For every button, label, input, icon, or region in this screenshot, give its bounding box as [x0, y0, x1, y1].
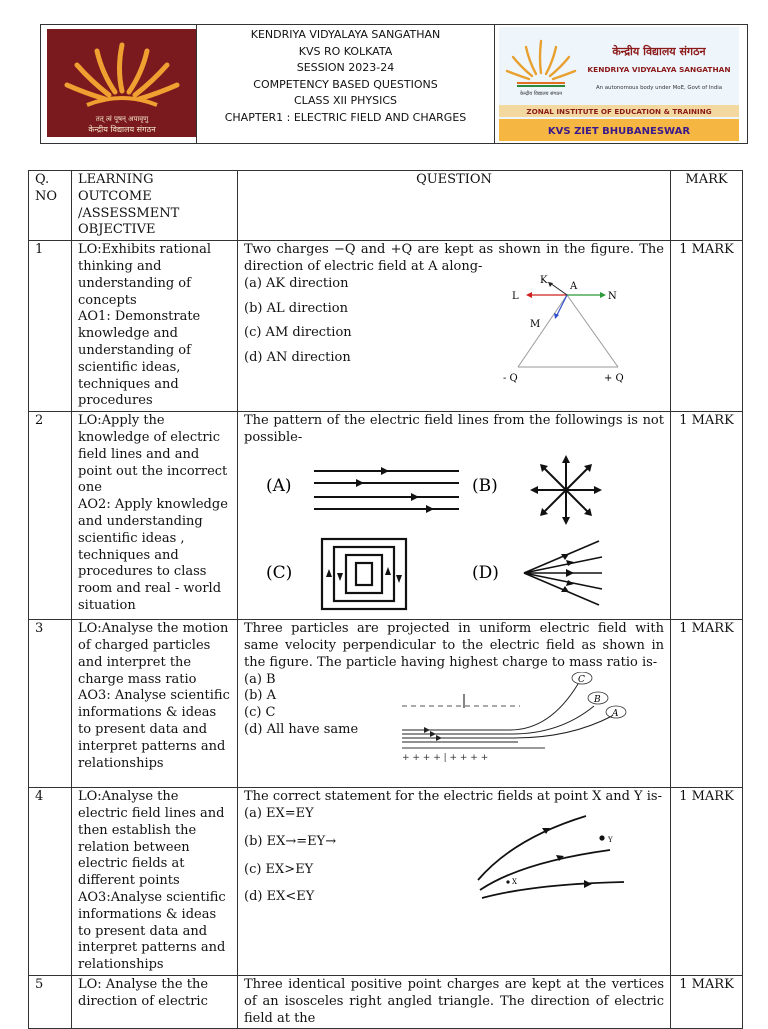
- logo-english-title: KENDRIYA VIDYALAYA SANGATHAN: [587, 65, 731, 74]
- logo-motto: तत् त्वं पूषन् अपावृणु: [95, 115, 149, 123]
- label-d: (D): [472, 562, 499, 583]
- header-divider: [494, 25, 495, 143]
- option: (d) AN direction: [244, 350, 351, 366]
- header-mark: MARK: [671, 171, 743, 241]
- label-a: A: [612, 709, 619, 720]
- label-b: (B): [472, 475, 498, 496]
- question-cell: [238, 412, 671, 620]
- header-line: COMPETENCY BASED QUESTIONS: [253, 77, 438, 91]
- label-a: (A): [266, 475, 292, 496]
- mark-cell: 1 MARK: [671, 620, 743, 788]
- learning-outcome-cell: [72, 412, 238, 620]
- table-row: [29, 620, 743, 788]
- header-line: CLASS XII PHYSICS: [293, 94, 398, 107]
- question-number: 3: [29, 620, 72, 788]
- learning-outcome-cell: [72, 975, 238, 1028]
- header-title-block: [197, 27, 494, 126]
- mark-cell: 1 MARK: [671, 241, 743, 412]
- option: (b) AL direction: [244, 300, 348, 316]
- option: (a) B: [244, 671, 276, 687]
- header-line: KVS RO KOLKATA: [298, 44, 393, 58]
- label-pos-q: + Q: [604, 373, 624, 385]
- logo-hindi-title: केन्द्रीय विद्यालय संगठन: [612, 45, 706, 58]
- label-neg-q: - Q: [503, 373, 518, 385]
- option: (a) EX=EY: [244, 805, 314, 821]
- logo-name-hindi: केन्द्रीय विद्यालय संगठन: [88, 125, 156, 134]
- logo-ziet: KVS ZIET BHUBANESWAR: [547, 126, 691, 137]
- label-c: (C): [266, 562, 293, 583]
- learning-outcome: LO:Exhibits rational thinking and understanding of concepts: [78, 242, 211, 308]
- table-row: [29, 975, 743, 1028]
- question-cell: [238, 620, 671, 788]
- question-text: The pattern of the electric field lines from the followings is not possible-: [244, 413, 664, 445]
- option: (c) EX>EY: [244, 861, 314, 877]
- label-m: M: [530, 319, 541, 331]
- assessment-objective: AO3:Analyse scientific informations & ideas to present data and interpret patterns and relationships: [78, 889, 226, 973]
- header-qno: Q. NO: [29, 171, 72, 241]
- question-text: Three identical positive point charges are kept at the vertices of an isosceles right angled triangle. The direction of electric field at the: [244, 976, 664, 1026]
- svg-text:+ + + + | + + + +: + + + + | + + + +: [402, 753, 489, 764]
- question-number: 1: [29, 241, 72, 412]
- logo-small-hindi: केन्द्रीय विद्यालय संगठन: [519, 91, 563, 97]
- option: (a) AK direction: [244, 275, 349, 291]
- assessment-objective: AO3: Analyse scientific informations & ideas to present data and interpret patterns and relationships: [78, 688, 230, 771]
- label-x: X: [512, 878, 517, 887]
- header-lo: LEARNING OUTCOME /ASSESSMENT OBJECTIVE: [72, 171, 238, 241]
- ziet-logo-right: [499, 27, 739, 141]
- option: (b) EX→=EY→: [244, 833, 337, 849]
- learning-outcome-cell: [72, 788, 238, 976]
- mark-cell: 1 MARK: [671, 975, 743, 1028]
- question-cell: [238, 975, 671, 1028]
- learning-outcome: LO: Analyse the the direction of electric: [78, 976, 209, 1009]
- assessment-objective: AO1: Demonstrate knowledge and understanding of scientific ideas, techniques and procedures: [78, 309, 201, 409]
- table-row: [29, 241, 743, 412]
- table-row: [29, 788, 743, 976]
- assessment-objective: AO2: Apply knowledge and understanding scientific ideas , techniques and procedures to class room and real - world situation: [78, 497, 228, 613]
- question-table: [28, 170, 743, 1029]
- mark-cell: 1 MARK: [671, 412, 743, 620]
- option: (d) All have same: [244, 721, 359, 737]
- option: (b) A: [244, 688, 276, 704]
- triangle-charges-figure: [500, 275, 650, 393]
- label-k: K: [540, 275, 548, 287]
- question-number: 2: [29, 412, 72, 620]
- table-header-row: [29, 171, 743, 241]
- logo-zonal: ZONAL INSTITUTE OF EDUCATION & TRAINING: [526, 107, 712, 116]
- question-text: Three particles are projected in uniform electric field with same velocity perpendicular to the electric field as shown in the figure. The particle having highest charge to mass ratio is-: [244, 621, 664, 670]
- question-cell: [238, 788, 671, 976]
- learning-outcome: LO:Analyse the motion of charged particles and interpret the charge mass ratio: [78, 621, 229, 687]
- learning-outcome: LO:Analyse the electric field lines and then establish the relation between electric fields at different points: [78, 789, 225, 889]
- question-number: 4: [29, 788, 72, 976]
- label-l: L: [512, 291, 519, 303]
- learning-outcome-cell: [72, 620, 238, 788]
- label-c: C: [578, 675, 585, 686]
- table-row: [29, 412, 743, 620]
- header-line: KENDRIYA VIDYALAYA SANGATHAN: [250, 28, 441, 41]
- logo-tagline: An autonomous body under MoE, Govt of India: [595, 85, 723, 91]
- header-line: SESSION 2023-24: [296, 61, 395, 74]
- field-lines-figure: [244, 453, 654, 613]
- particles-figure: [400, 672, 630, 764]
- header-question: QUESTION: [238, 171, 671, 241]
- label-a: A: [570, 281, 578, 293]
- option: (d) EX<EY: [244, 889, 315, 905]
- option: (c) C: [244, 705, 276, 721]
- question-cell: [238, 241, 671, 412]
- kvs-logo-left: [47, 29, 197, 137]
- question-number: 5: [29, 975, 72, 1028]
- label-b: B: [594, 695, 601, 706]
- question-text: The correct statement for the electric fields at point X and Y is-: [244, 789, 662, 805]
- label-n: N: [608, 291, 617, 303]
- field-lines-xy-figure: [474, 808, 634, 910]
- label-y: Y: [608, 836, 613, 845]
- learning-outcome: LO:Apply the knowledge of electric field lines and and point out the incorrect one: [78, 413, 228, 496]
- header-line: CHAPTER1 : ELECTRIC FIELD AND CHARGES: [224, 110, 467, 124]
- learning-outcome-cell: [72, 241, 238, 412]
- mark-cell: 1 MARK: [671, 788, 743, 976]
- document-header: [40, 24, 748, 144]
- option: (c) AM direction: [244, 325, 352, 341]
- question-text: Two charges −Q and +Q are kept as shown in the figure. The direction of electric field at A along-: [244, 242, 664, 274]
